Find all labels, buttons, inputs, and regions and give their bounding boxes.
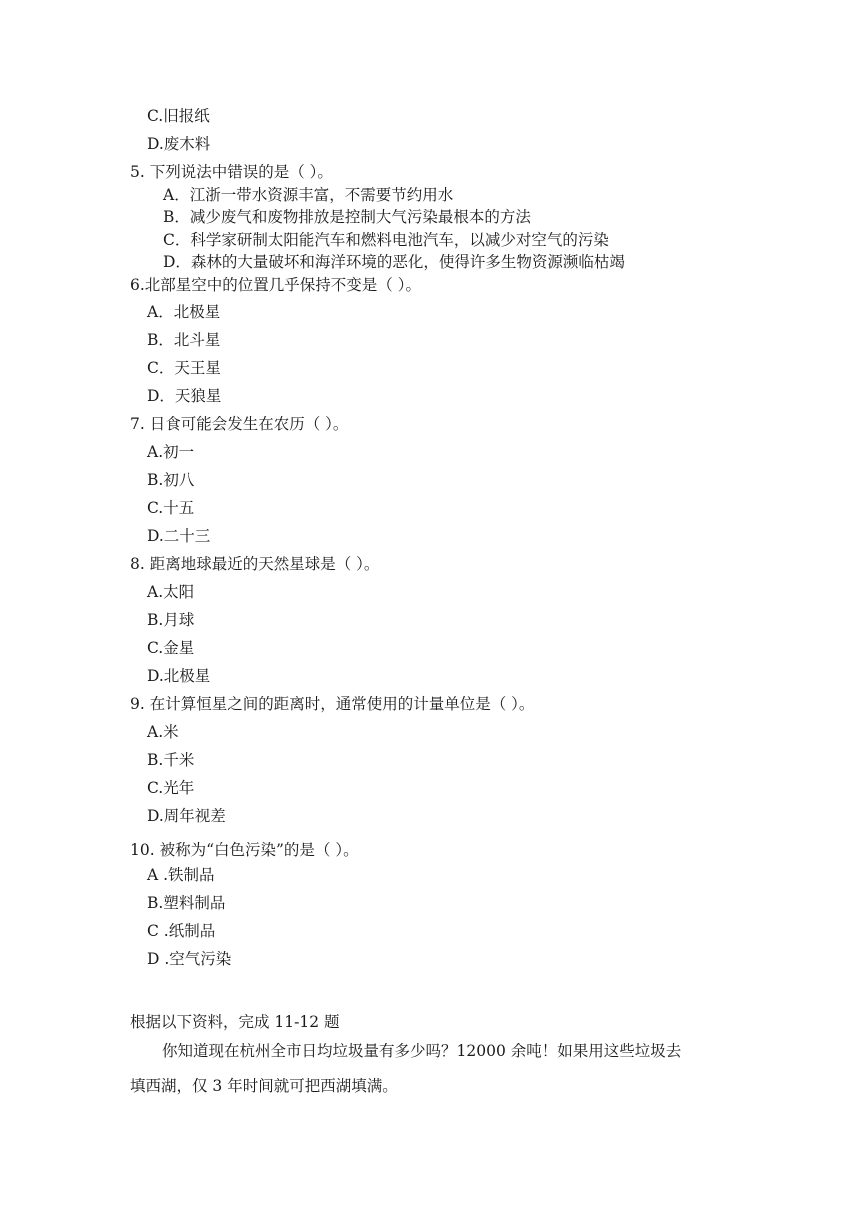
passage-intro: 根据以下资料，完成 11-12 题 — [130, 1013, 340, 1031]
q8-option-d: D.北极星 — [147, 667, 211, 685]
q6-stem: 6.北部星空中的位置几乎保持不变是（ ）。 — [130, 276, 421, 294]
passage-line-2: 填西湖，仅 3 年时间就可把西湖填满。 — [130, 1077, 398, 1095]
q6-option-c: C．天王星 — [147, 359, 221, 377]
q8-option-c: C.金星 — [147, 639, 195, 657]
q5-option-d: D．森林的大量破坏和海洋环境的恶化，使得许多生物资源濒临枯竭 — [163, 253, 625, 271]
q5-option-b: B．减少废气和废物排放是控制大气污染最根本的方法 — [163, 208, 531, 226]
passage-line-1: 你知道现在杭州全市日均垃圾量有多少吗？12000 余吨！如果用这些垃圾去 — [162, 1042, 682, 1060]
q6-option-d: D．天狼星 — [147, 387, 222, 405]
q8-option-b: B.月球 — [147, 611, 195, 629]
q9-stem: 9. 在计算恒星之间的距离时，通常使用的计量单位是（ ）。 — [130, 695, 535, 713]
q9-option-a: A.米 — [147, 723, 179, 741]
q7-stem: 7. 日食可能会发生在农历（ ）。 — [130, 415, 349, 433]
q6-option-b: B．北斗星 — [147, 331, 221, 349]
q10-stem: 10. 被称为“白色污染”的是（ ）。 — [130, 841, 359, 859]
q9-option-c: C.光年 — [147, 779, 195, 797]
q9-option-b: B.千米 — [147, 751, 195, 769]
q8-option-a: A.太阳 — [147, 583, 195, 601]
q5-option-c: C．科学家研制太阳能汽车和燃料电池汽车，以减少对空气的污染 — [163, 231, 609, 249]
q5-option-a: A．江浙一带水资源丰富，不需要节约用水 — [163, 186, 454, 204]
q10-option-b: B.塑料制品 — [147, 894, 226, 912]
q8-stem: 8. 距离地球最近的天然星球是（ ）。 — [130, 555, 380, 573]
q10-option-a: A .铁制品 — [147, 866, 215, 884]
q7-option-b: B.初八 — [147, 471, 195, 489]
q7-option-c: C.十五 — [147, 499, 195, 517]
q5-stem: 5. 下列说法中错误的是（ ）。 — [130, 163, 333, 181]
q4-option-c: C.旧报纸 — [147, 107, 210, 125]
q9-option-d: D.周年视差 — [147, 807, 226, 825]
q7-option-d: D.二十三 — [147, 527, 211, 545]
q10-option-c: C .纸制品 — [147, 922, 216, 940]
q4-option-d: D.废木料 — [147, 135, 211, 153]
q6-option-a: A．北极星 — [147, 303, 221, 321]
q10-option-d: D .空气污染 — [147, 950, 232, 968]
q7-option-a: A.初一 — [147, 443, 195, 461]
